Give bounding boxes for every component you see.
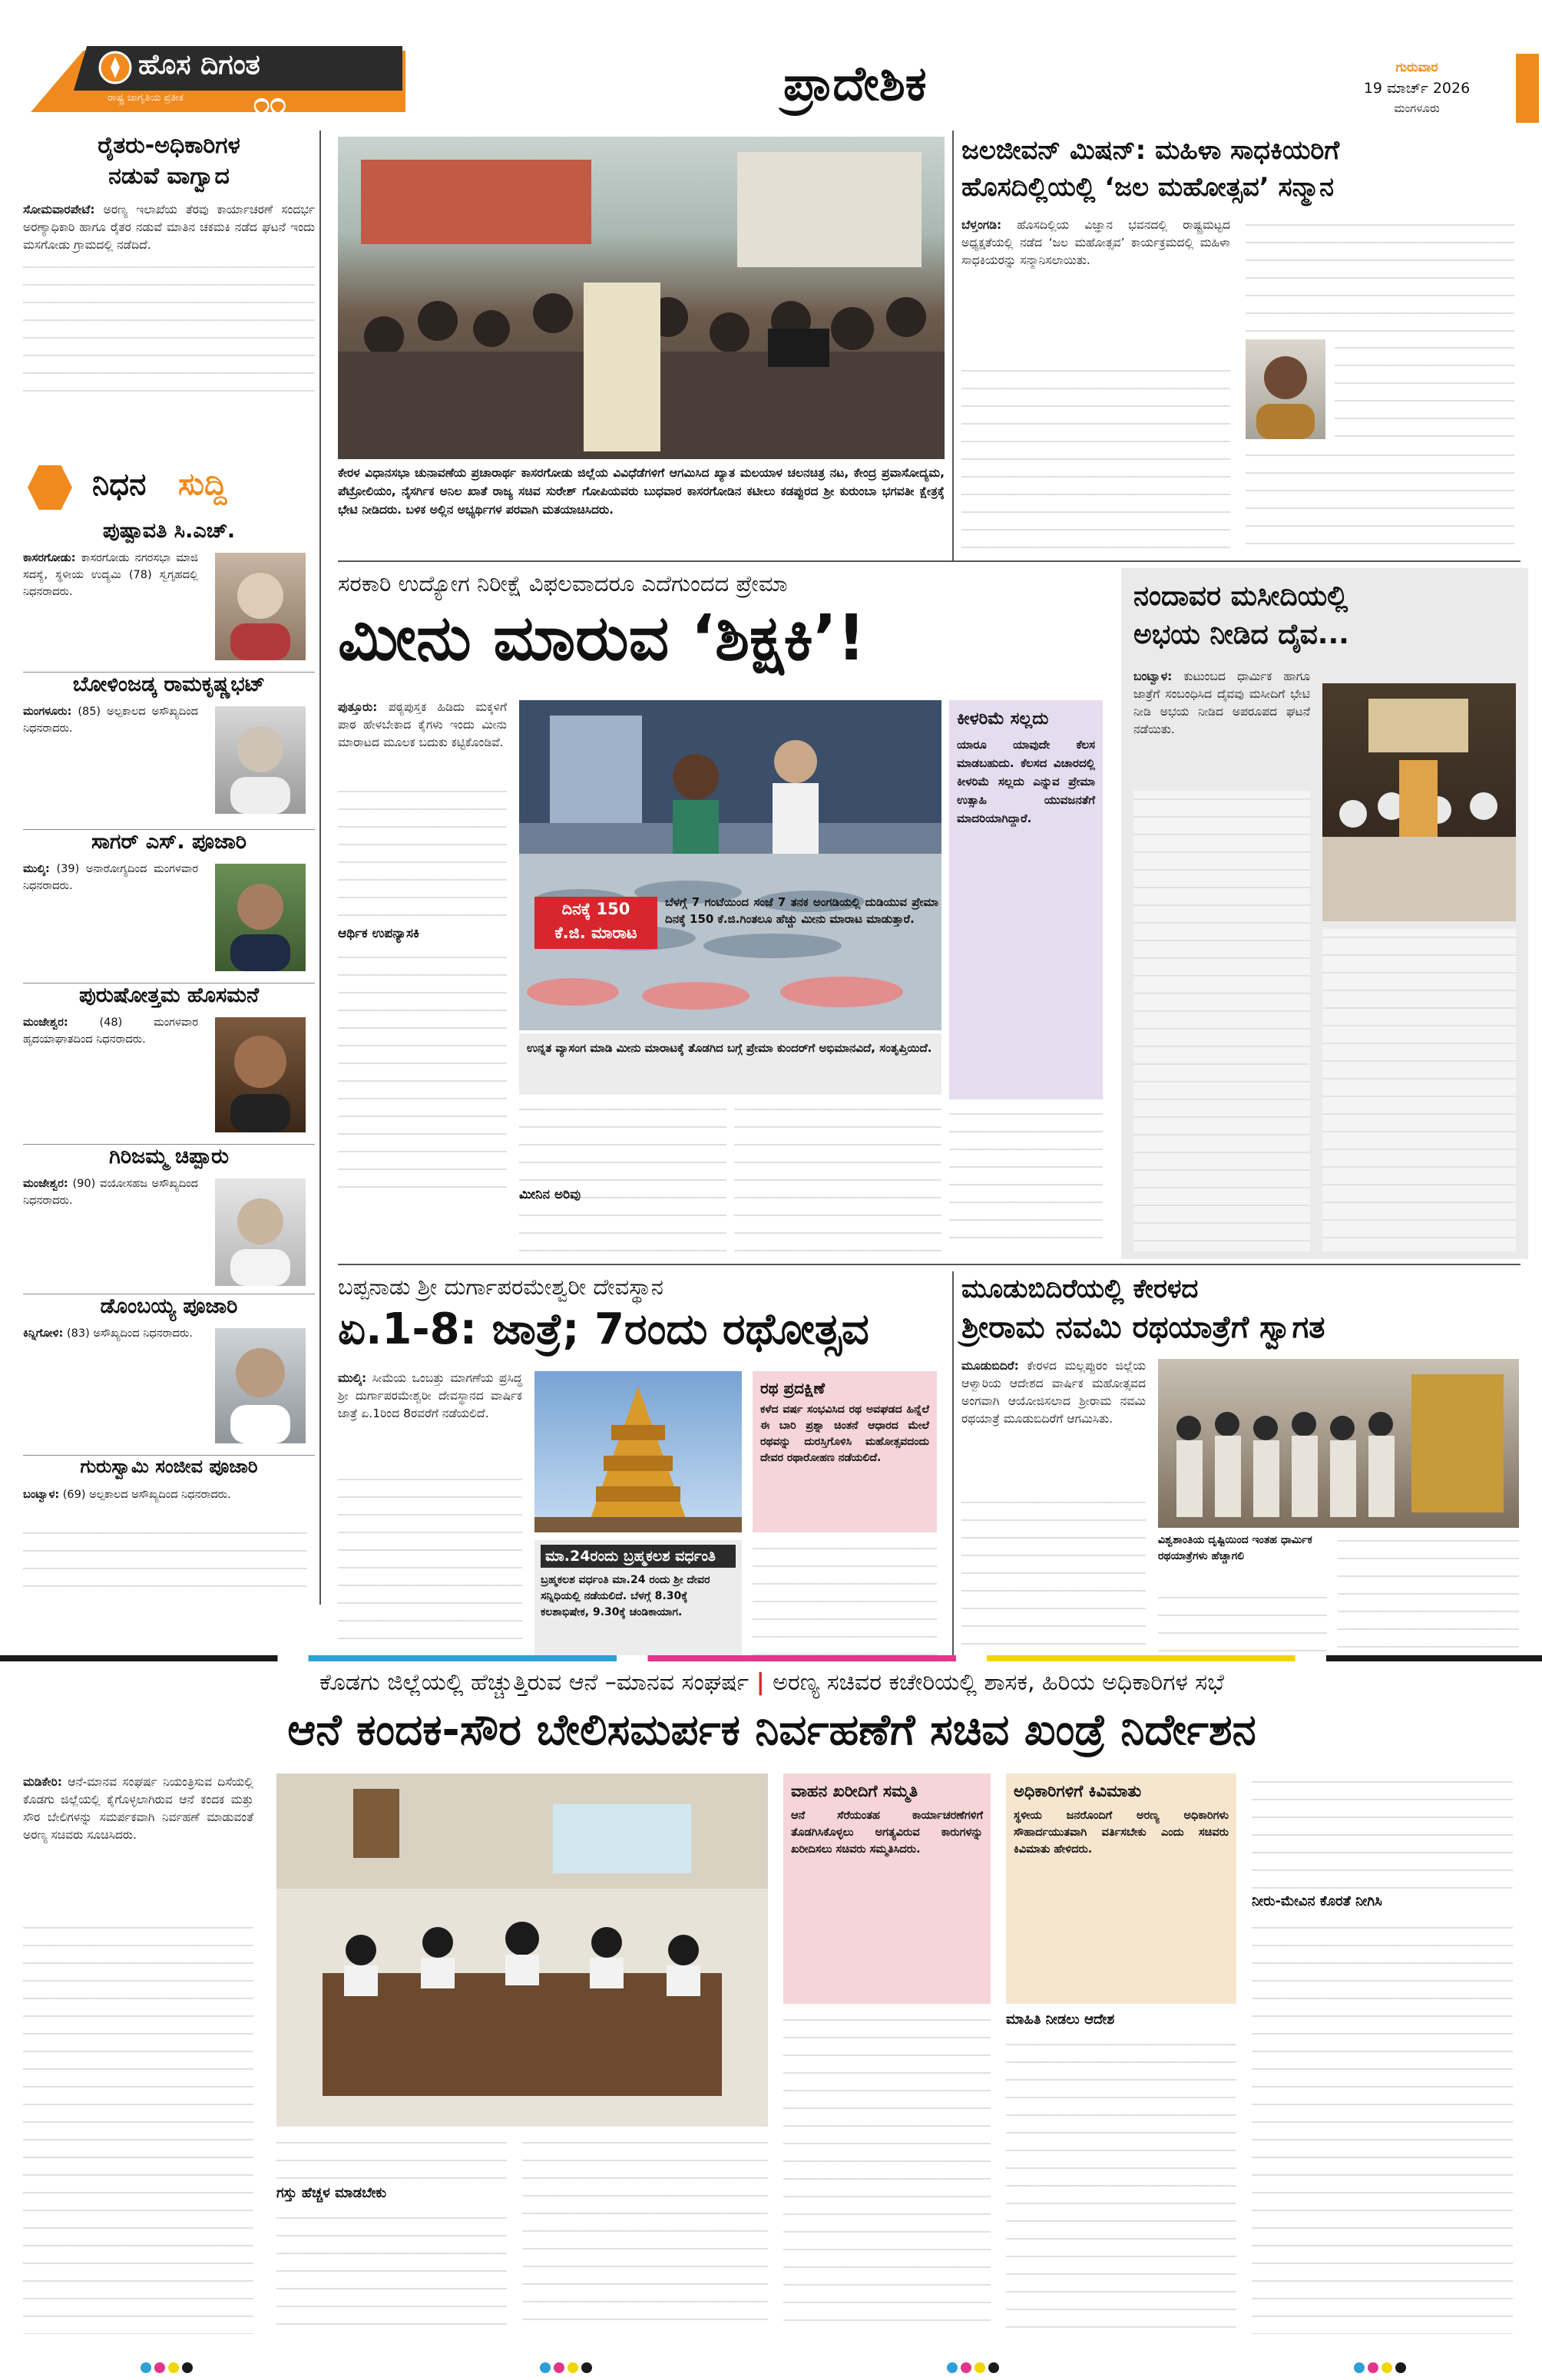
obituary-place: ಮಂಗಳೂರು: [23, 706, 72, 718]
obituary-portrait [215, 1178, 306, 1286]
obituary-name: ಪುರುಷೋತ್ತಮ ಹೊಸಮನೆ [78, 983, 260, 1007]
obituary-text: (48) ಮಂಗಳವಾರ ಹೃದಯಾಘಾತದಿಂದ ನಿಧನರಾದರು. [23, 1016, 198, 1046]
obituary-text: (90) ವಯೋಸಹಜ ಅಸೌಖ್ಯದಿಂದ ನಿಧನರಾದರು. [23, 1178, 199, 1207]
left-story-lead: ಅರಣ್ಯ ಇಲಾಖೆಯ ತೆರವು ಕಾರ್ಯಾಚರಣೆ ಸಂದರ್ಭ ಅರಣ್ಯಾಧಿಕಾರಿ ಹಾಗೂ ರೈತರ ನಡುವೆ ಮಾತಿನ ಚಕಮಕಿ ನಡೆದ ಘಟನೆ ಇಂದು ಮಸಗೋಡು ಗ್ರಾಮದಲ್ಲಿ ನಡೆದಿದೆ. [23, 203, 315, 252]
temple-story [338, 1271, 945, 1655]
mosque-story-lead: ಕುಟುಂಬದ ಧಾರ್ಮಿಕ ಹಾಗೂ ಜಾತ್ರೆಗೆ ಸಂಬಂಧಿಸಿದ ದೈವವು ಮಸೀದಿಗೆ ಭೇಟಿ ನೀಡಿ ಅಭಯ ನೀಡಿದ ಅಪರೂಪದ ಘಟನೆ ನಡೆಯಿತು. [1133, 669, 1310, 736]
obituary-name: ಗುರುಸ್ವಾಮಿ ಸಂಜೀವ ಪೂಜಾರಿ [80, 1456, 258, 1477]
kicker-separator-icon: | [756, 1669, 773, 1696]
officers-box [1006, 1773, 1236, 2004]
obituary-list [23, 519, 315, 1609]
elephant-body-col1 [23, 1919, 253, 2334]
obituary-entry [23, 1145, 315, 1294]
ratha-box [753, 1371, 937, 1532]
registration-marks [0, 2359, 1542, 2377]
ramanavami-lead: ಕೇರಳದ ಮಲ್ಲಪ್ಪುರಂ ಜಿಲ್ಲೆಯ ಆಳ್ವಾರಿಯ ಆದೇಶದ ವಾರ್ಷಿಕ ಮಹೋತ್ಸವದ ಅಂಗವಾಗಿ ಆಯೋಜಿಸಲಾದ ಶ್ರೀರಾಮ ನವಮಿ ರಥಯಾತ್ರೆ ಮೂಡುಬಿದಿರೆಗೆ ಆಗಮಿಸಿತು. [961, 1359, 1146, 1426]
vehicle-box-title: ವಾಹನ ಖರೀದಿಗೆ ಸಮ್ಮತಿ [791, 1782, 918, 1800]
temple-story-body-col3 [753, 1540, 937, 1655]
fish-stat-text: ಬೆಳಗ್ಗೆ 7 ಗಂಟೆಯಿಂದ ಸಂಜೆ 7 ತನಕ ಅಂಗಡಿಯಲ್ಲಿ ದುಡಿಯುವ ಪ್ರೇಮಾ ದಿನಕ್ಕೆ 150 ಕೆ.ಜಿ.ಗಿಂತಲೂ ಹೆಚ್ಚು ಮೀನು ಮಾರಾಟ ಮಾಡುತ್ತಾರೆ. [665, 895, 938, 926]
obituary-name: ಪುಷ್ಪಾವತಿ ಸಿ.ಎಚ್. [102, 519, 236, 543]
obituary-place: ಬಂಟ್ವಾಳ: [23, 1489, 60, 1501]
obituary-name: ಸಾಗರ್ ಎಸ್. ಪೂಜಾರಿ [91, 830, 247, 854]
elephant-body-col5 [1006, 2036, 1236, 2334]
elephant-body-col6b [1252, 1919, 1513, 2334]
page-number: ೧೧ [253, 86, 286, 120]
temple-story-headline: ಏ.1-8: ಜಾತ್ರೆ; 7ರಂದು ರಥೋತ್ಸವ [338, 1304, 869, 1354]
vehicle-box [783, 1773, 991, 2004]
fish-stat-label-1: ದಿನಕ್ಕೆ 150 [561, 900, 630, 918]
elephant-story [23, 1666, 1520, 2357]
temple-story-body-col1 [338, 1471, 522, 1655]
ramanavami-story [961, 1271, 1522, 1655]
jal-story-body-col2-bottom [1246, 447, 1514, 554]
mosque-story-dateline: ಬಂಟ್ವಾಳ: [1133, 669, 1173, 683]
fish-story-body-col4 [949, 1106, 1103, 1254]
jal-story-headline-2: ಹೊಸದಿಲ್ಲಿಯಲ್ಲಿ ‘ಜಲ ಮಹೋತ್ಸವ’ ಸನ್ಮಾನ [961, 172, 1335, 203]
elephant-body-col2b [276, 2210, 507, 2334]
obituary-text: (39) ಅನಾರೋಗ್ಯದಿಂದ ಮಂಗಳವಾರ ನಿಧನರಾದರು. [23, 863, 198, 892]
vehicle-box-text: ಆನೆ ಸೆರೆಯಂತಹ ಕಾರ್ಯಾಚರಣೆಗಳಿಗೆ ತೊಡಗಿಸಿಕೊಳ್ಳಲು ಅಗತ್ಯವಿರುವ ಕಾರುಗಳನ್ನು ಖರೀದಿಸಲು ಸಚಿವರು ಸಮ್ಮತಿಸಿದರು. [791, 1810, 983, 1856]
obituary-entry [23, 1456, 315, 1602]
left-column-divider [319, 131, 321, 1605]
fish-stat-label-2: ಕೆ.ಜಿ. ಮಾರಾಟ [554, 924, 637, 942]
jal-story-headline-1: ಜಲಜೀವನ್ ಮಿಷನ್: ಮಹಿಳಾ ಸಾಧಕಿಯರಿಗೆ [961, 135, 1340, 166]
fish-story-body-col1b [338, 949, 507, 1202]
obituary-place: ಮುಲ್ಕಿ: [23, 863, 50, 875]
elephant-subhead-2: ಮಾಹಿತಿ ನೀಡಲು ಆದೇಶ [1006, 2011, 1115, 2028]
middle-section-rule [338, 1264, 1520, 1265]
obituary-name: ಬೋಳಿಂಜಡ್ಕ ರಾಮಕೃಷ್ಣಭಟ್ [72, 673, 266, 696]
obituary-entry [23, 1294, 315, 1456]
ramanavami-body-col1 [961, 1494, 1146, 1655]
jal-story-lead: ಹೊಸದಿಲ್ಲಿಯ ವಿಜ್ಞಾನ ಭವನದಲ್ಲಿ ರಾಷ್ಟ್ರಮಟ್ಟದ ಅಧ್ಯಕ್ಷತೆಯಲ್ಲಿ ನಡೆದ ‘ಜಲ ಮಹೋತ್ಸವ’ ಕಾರ್ಯಕ್ರಮದಲ್ಲಿ ಮಹಿಳಾ ಸಾಧಕಿಯರನ್ನು ಸನ್ಮಾನಿಸಲಾಯಿತು. [961, 218, 1231, 267]
obituary-text: (85) ಅಲ್ಪಕಾಲದ ಅಸೌಖ್ಯದಿಂದ ನಿಧನರಾದರು. [23, 706, 198, 735]
obituary-place: ಕಿನ್ನಿಗೋಳಿ: [23, 1327, 64, 1340]
elephant-kicker-1: ಕೊಡಗು ಜಿಲ್ಲೆಯಲ್ಲಿ ಹೆಚ್ಚುತ್ತಿರುವ ಆನೆ –ಮಾನವ ಸಂಘರ್ಷ [319, 1669, 749, 1696]
obituary-name: ಗಿರಿಜಮ್ಮ ಚಿಪ್ಪಾರು [109, 1145, 229, 1169]
obituary-header-title-1: ನಿಧನ [92, 467, 147, 502]
elephant-headline: ಆನೆ ಕಂದಕ-ಸೌರ ಬೇಲಿಸಮರ್ಪಕ ನಿರ್ವಹಣೆಗೆ ಸಚಿವ ಖಂಡ್ರೆ ನಿರ್ದೇಶನ [287, 1705, 1256, 1755]
obituary-place: ಕಾಸರಗೋಡು: [23, 552, 76, 564]
fish-story-dateline: ಪುತ್ತೂರು: [338, 700, 378, 714]
mosque-procession-photo [1322, 683, 1516, 921]
elephant-body-col4 [783, 2011, 991, 2334]
jal-story-dateline: ಬೆಳ್ತಂಗಡಿ: [961, 218, 1002, 232]
temple-gopuram-photo [534, 1371, 742, 1532]
fish-story-lead: ಪಠ್ಯಪುಸ್ತಕ ಹಿಡಿದು ಮಕ್ಕಳಿಗೆ ಪಾಠ ಹೇಳಬೇಕಾದ ಕೈಗಳು ಇಂದು ಮೀನು ಮಾರಾಟದ ಮೂಲಕ ಬದುಕು ಕಟ್ಟಿಕೊಂಡಿವೆ. [338, 700, 507, 749]
fish-quote-box: ಉನ್ನತ ವ್ಯಾಸಂಗ ಮಾಡಿ ಮೀನು ಮಾರಾಟಕ್ಕೆ ತೊಡಗಿದ ಬಗ್ಗೆ ಪ್ರೇಮಾ ಕುಂದರ್‌ಗೆ ಅಭಿಮಾನವಿದೆ, ಸಂತೃಪ್ತಿಯಿದೆ. [519, 1033, 941, 1095]
obituary-text: (69) ಅಲ್ಪಕಾಲದ ಅಸೌಖ್ಯದಿಂದ ನಿಧನರಾದರು. [62, 1489, 231, 1501]
obituary-text: (83) ಅಸೌಖ್ಯದಿಂದ ನಿಧನರಾದರು. [66, 1327, 193, 1340]
section-title: ಪ್ರಾದೇಶಿಕ [783, 55, 927, 111]
date-city: ಮಂಗಳೂರು [1394, 101, 1440, 115]
fish-stat-badge [534, 897, 657, 949]
fish-sidebar-text: ಯಾರೂ ಯಾವುದೇ ಕೆಲಸ ಮಾಡಬಹುದು. ಕೆಲಸದ ವಿಚಾರದಲ್ಲಿ ಕೀಳರಿಮೆ ಸಲ್ಲದು ಎನ್ನುವ ಪ್ರೇಮಾ ಉತ್ಸಾಹಿ ಯುವಜನತೆಗೆ ಮಾದರಿಯಾಗಿದ್ದಾರೆ. [957, 738, 1095, 825]
elephant-kicker-2: ಅರಣ್ಯ ಸಚಿವರ ಕಚೇರಿಯಲ್ಲಿ ಶಾಸಕ, ಹಿರಿಯ ಅಧಿಕಾರಿಗಳ ಸಭೆ [773, 1669, 1224, 1696]
top-section-divider [952, 131, 954, 560]
left-story-headline-2: ನಡುವೆ ವಾಗ್ವಾದ [108, 163, 230, 190]
fish-story-headline: ಮೀನು ಮಾರುವ ‘ಶಿಕ್ಷಕಿ’! [338, 602, 866, 675]
elephant-kicker-row [23, 1666, 1520, 1700]
obituary-header [28, 461, 312, 514]
left-story [23, 131, 315, 453]
fish-story-body-col2 [519, 1101, 726, 1254]
top-section-bottom-rule [338, 560, 1520, 562]
mosque-story-body-col2 [1322, 929, 1516, 1251]
left-story-body-continued [23, 259, 315, 401]
rathayatra-photo [1158, 1359, 1519, 1528]
temple-story-kicker: ಬಪ್ಪನಾಡು ಶ್ರೀ ದುರ್ಗಾಪರಮೇಶ್ವರೀ ದೇವಸ್ಥಾನ [338, 1274, 663, 1300]
ramanavami-body-col2 [1158, 1589, 1327, 1655]
meeting-photo [276, 1773, 768, 2127]
obituary-portrait [215, 553, 306, 660]
brahmakalasha-text: ಬ್ರಹ್ಮಕಲಶ ವರ್ಧಂತಿ ಮಾ.24 ರಂದು ಶ್ರೀ ದೇವರ ಸನ್ನಿಧಿಯಲ್ಲಿ ನಡೆಯಲಿದೆ. ಬೆಳಗ್ಗೆ 8.30ಕ್ಕೆ ಕಲಶಾಭಿಷೇಕ, 9.30ಕ್ಕೆ ಚಂಡಿಕಾಯಾಗ. [541, 1574, 710, 1618]
fish-story-body-col3 [734, 1101, 941, 1254]
crowd-photo-caption: ಕೇರಳ ವಿಧಾನಸಭಾ ಚುನಾವಣೆಯ ಪ್ರಚಾರಾರ್ಥ ಕಾಸರಗೋಡು ಜಿಲ್ಲೆಯ ವಿವಿಧೆಡೆಗಳಿಗೆ ಆಗಮಿಸಿದ ಖ್ಯಾತ ಮಲಯಾಳ ಚಲನಚಿತ್ರ ನಟ, ಕೇಂದ್ರ ಪ್ರವಾಸೋದ್ಯಮ, ಪೆಟ್ರೋಲಿಯಂ, ನೈಸರ್ಗಿಕ ಅನಿಲ ಖಾತೆ ರಾಜ್ಯ ಸಚಿವ ಸುರೇಶ್ ಗೋಪಿಯವರು ಬುಧವಾರ ಕಾಸರಗೋಡಿನ ಕಟೀಲು ಕಡಪ್ಪುರದ ಶ್ರೀ ಕುರುಂಬಾ ಭಗವತೀ ಕ್ಷೇತ್ರಕ್ಕೆ ಭೇಟಿ ನೀಡಿದರು. ಬಳಿಕ ಅಲ್ಲಿನ ಅಭ್ಯರ್ಥಿಗಳ ಪರವಾಗಿ ಮತಯಾಚಿಸಿದರು. [338, 466, 945, 517]
mosque-story [1121, 568, 1528, 1259]
obituary-place: ಮಂಜೇಶ್ವರ: [23, 1178, 68, 1190]
obituary-header-title-2: ಸುದ್ದಿ [178, 467, 227, 502]
obituary-text-continued [23, 1525, 307, 1594]
paper-tagline: ರಾಷ್ಟ್ರ ಜಾಗೃತಿಯ ಪ್ರತೀಕ [108, 92, 184, 104]
left-story-headline-1: ರೈತರು-ಅಧಿಕಾರಿಗಳ [98, 132, 240, 159]
mosque-story-headline-2: ಅಭಯ ನೀಡಿದ ದೈವ... [1133, 619, 1349, 650]
ratha-box-text: ಕಳೆದ ವರ್ಷ ಸಂಭವಿಸಿದ ರಥ ಅವಘಡದ ಹಿನ್ನೆಲೆ ಈ ಬಾರಿ ಪ್ರಶ್ನಾ ಚಿಂತನೆ ಆಧಾರದ ಮೇಲೆ ರಥವನ್ನು ದುರಸ್ತಿಗೊಳಿಸಿ ಮಹೋತ್ಸವದಂದು ದೇವರ ರಥಾರೋಹಣ ನಡೆಯಲಿದೆ. [760, 1403, 929, 1464]
masthead-corner-tab [1516, 54, 1539, 123]
elephant-subhead-3: ನೀರು-ಮೇವಿನ ಕೊರತೆ ನೀಗಿಸಿ [1252, 1893, 1382, 1909]
obituary-place: ಮಂಜೇಶ್ವರ: [23, 1016, 68, 1029]
ramanavami-divider [952, 1271, 954, 1655]
obituary-entry [23, 673, 315, 830]
fish-sidebar [949, 700, 1103, 1099]
left-story-dateline: ಸೋಮವಾರಪೇಟೆ: [23, 203, 95, 217]
paper-name: ಹೊಸ ದಿಗಂತ [138, 49, 260, 81]
masthead [0, 0, 1542, 123]
date-day: ಗುರುವಾರ [1395, 60, 1438, 75]
temple-story-dateline: ಮುಲ್ಕಿ: [338, 1371, 367, 1385]
registration-strip [0, 1655, 1542, 1661]
jal-story-body-col1 [961, 362, 1230, 554]
mosque-story-body-col1 [1133, 791, 1310, 1251]
jal-story-body-col2-side [1335, 339, 1514, 439]
ramanavami-body-col3 [1338, 1532, 1519, 1655]
elephant-dateline: ಮಡಿಕೇರಿ: [23, 1775, 62, 1789]
temple-story-lead: ಸೀಮೆಯ ಒಂಬತ್ತು ಮಾಗಣೆಯ ಪ್ರಸಿದ್ಧ ಶ್ರೀ ದುರ್ಗಾಪರಮೇಶ್ವರೀ ದೇವಸ್ಥಾನದ ವಾರ್ಷಿಕ ಜಾತ್ರೆ ಏ.1ರಿಂದ 8ರವರೆಗೆ ನಡೆಯಲಿದೆ. [338, 1371, 522, 1420]
crowd-photo [338, 137, 945, 459]
obituary-portrait [215, 1017, 306, 1132]
elephant-subhead-1: ಗಸ್ತು ಹೆಚ್ಚಳ ಮಾಡಬೇಕು [276, 2185, 387, 2201]
ratha-box-title: ರಥ ಪ್ರದಕ್ಷಿಣೆ [760, 1379, 826, 1397]
logo-emblem-icon [98, 51, 132, 84]
fish-story-kicker: ಸರಕಾರಿ ಉದ್ಯೋಗ ನಿರೀಕ್ಷೆ ವಿಫಲವಾದರೂ ಎದೆಗುಂದದ ಪ್ರೇಮಾ [338, 570, 788, 597]
elephant-body-col6 [1252, 1773, 1513, 1889]
obituary-entry [23, 830, 315, 983]
brahmakalasha-box [534, 1540, 742, 1655]
brahmakalasha-title: ಮಾ.24ರಂದು ಬ್ರಹ್ಮಕಲಶ ವರ್ಧಂತಿ [541, 1545, 736, 1568]
obituary-portrait [215, 706, 306, 814]
fish-story-subhead-2: ಮೀನಿನ ಅರಿವು [519, 1187, 581, 1202]
fish-story [338, 568, 1106, 1259]
fish-sidebar-title: ಕೀಳರಿಮೆ ಸಲ್ಲದು [957, 709, 1049, 729]
obituary-header-badge [28, 465, 72, 510]
fish-story-body-col1 [338, 783, 507, 921]
elephant-body-col2 [276, 2134, 507, 2180]
mosque-story-headline-1: ನಂದಾವರ ಮಸೀದಿಯಲ್ಲಿ [1133, 580, 1348, 612]
officers-box-title: ಅಧಿಕಾರಿಗಳಿಗೆ ಕಿವಿಮಾತು [1014, 1782, 1142, 1800]
obituary-entry [23, 519, 315, 673]
obituary-name: ಡೊಂಬಯ್ಯ ಪೂಜಾರಿ [100, 1294, 238, 1318]
jal-story [961, 132, 1514, 559]
obituary-portrait [215, 864, 306, 971]
ramanavami-headline-1: ಮೂಡುಬಿದಿರೆಯಲ್ಲಿ ಕೇರಳದ [961, 1274, 1199, 1304]
obituary-portrait [215, 1328, 306, 1443]
officers-box-text: ಸ್ಥಳೀಯ ಜನರೊಂದಿಗೆ ಅರಣ್ಯ ಅಧಿಕಾರಿಗಳು ಸೌಹಾರ್ದಯುತವಾಗಿ ವರ್ತಿಸಬೇಕು ಎಂದು ಸಚಿವರು ಕಿವಿಮಾತು ಹೇಳಿದರು. [1014, 1810, 1229, 1856]
ramanavami-dateline: ಮೂಡುಬಿದಿರೆ: [961, 1359, 1019, 1373]
elephant-lead: ಆನೆ-ಮಾನವ ಸಂಘರ್ಷ ನಿಯಂತ್ರಿಸುವ ದಿಸೆಯಲ್ಲಿ ಕೊಡಗು ಜಿಲ್ಲೆಯಲ್ಲಿ ಕೈಗೊಳ್ಳಲಾಗಿರುವ ಆನೆ ಕಂದಕ ಮತ್ತು ಸೌರ ಬೇಲಿಗಳನ್ನು ಸಮರ್ಪಕವಾಗಿ ನಿರ್ವಹಣೆ ಮಾಡುವಂತೆ ಅರಣ್ಯ ಸಚಿವರು ಸೂಚಿಸಿದರು. [23, 1775, 253, 1842]
rathayatra-caption: ವಿಶ್ವಶಾಂತಿಯ ದೃಷ್ಟಿಯಿಂದ ಇಂತಹ ಧಾರ್ಮಿಕ ರಥಯಾತ್ರೆಗಳು ಹೆಚ್ಚಾಗಲಿ [1158, 1534, 1312, 1562]
fish-story-subhead: ಆರ್ಥಿಕ ಉಪನ್ಯಾಸಕಿ [338, 926, 419, 941]
jal-story-body-col2-top [1246, 217, 1514, 332]
obituary-text: ಕಾಸರಗೋಡು ನಗರಸಭಾ ಮಾಜಿ ಸದಸ್ಯೆ, ಸ್ಥಳೀಯ ಉದ್ಯಮಿ (78) ಸ್ವಗೃಹದಲ್ಲಿ ನಿಧನರಾದರು. [23, 552, 199, 598]
fish-shop-photo [519, 700, 941, 1030]
date-text: 19 ಮಾರ್ಚ್ 2026 [1363, 80, 1471, 97]
ramanavami-headline-2: ಶ್ರೀರಾಮ ನವಮಿ ರಥಯಾತ್ರೆಗೆ ಸ್ವಾಗತ [961, 1310, 1325, 1345]
obituary-entry [23, 983, 315, 1145]
jal-award-portrait [1246, 339, 1325, 439]
elephant-body-col3 [522, 2134, 768, 2334]
